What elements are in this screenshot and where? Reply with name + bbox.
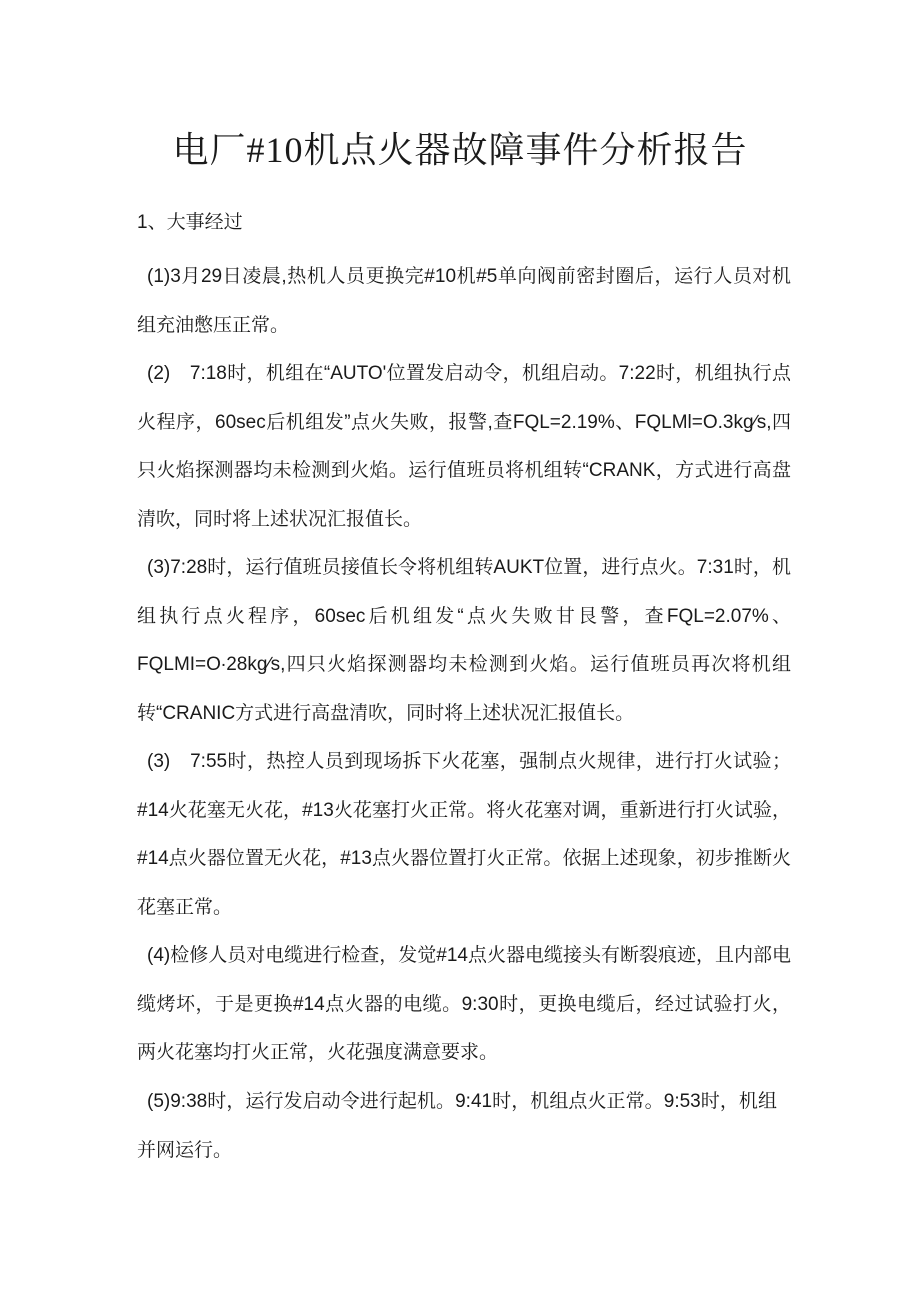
paragraph-5: (4)检修人员对电缆进行检查，发觉#14点火器电缆接头有断裂痕迹，且内部电缆烤坏，于是更换#14点火器的电缆。9:30时，更换电缆后，经过试验打火，两火花塞均打火正常，火花强度满意要求。 bbox=[137, 945, 791, 1063]
page-title: 电厂#10机点火器故障事件分析报告 bbox=[172, 130, 748, 170]
paragraph-4: (3) 7:55时，热控人员到现场拆下火花塞，强制点火规律，进行打火试验；#14火花塞无火花，#13火花塞打火正常。将火花塞对调，重新进行打火试验，#14点火器位置无火花，#13点火器位置打火正常。依据上述现象，初步推断火花塞正常。 bbox=[137, 751, 791, 918]
paragraph-1: (1)3月29日凌晨,热机人员更换完#10机#5单向阀前密封圈后，运行人员对机组充油憋压正常。 bbox=[137, 266, 791, 336]
paragraph-6: (5)9:38时，运行发启动令进行起机。9:41时，机组点火正常。9:53时，机组并网运行。 bbox=[137, 1091, 777, 1161]
section-heading: 1、大事经过 bbox=[137, 212, 243, 233]
paragraph-2: (2) 7:18时，机组在“AUTO'位置发启动令，机组启动。7:22时，机组执行点火程序，60sec后机组发”点火失败，报警,查FQL=2.19%、FQLMl=O.3kg∕s,四只火焰探测器均未检测到火焰。运行值班员将机组转“CRANK，方式进行高盘清吹，同时将上述状况汇报值长。 bbox=[137, 363, 791, 530]
paragraph-3: (3)7:28时，运行值班员接值长令将机组转AUKT位置，进行点火。7:31时，机组执行点火程序，60sec后机组发“点火失败甘艮警，查FQL=2.07%、FQLMI=O∙28kg∕s,四只火焰探测器均未检测到火焰。运行值班员再次将机组转“CRANIC方式进行高盘清吹，同时将上述状况汇报值长。 bbox=[137, 557, 791, 724]
